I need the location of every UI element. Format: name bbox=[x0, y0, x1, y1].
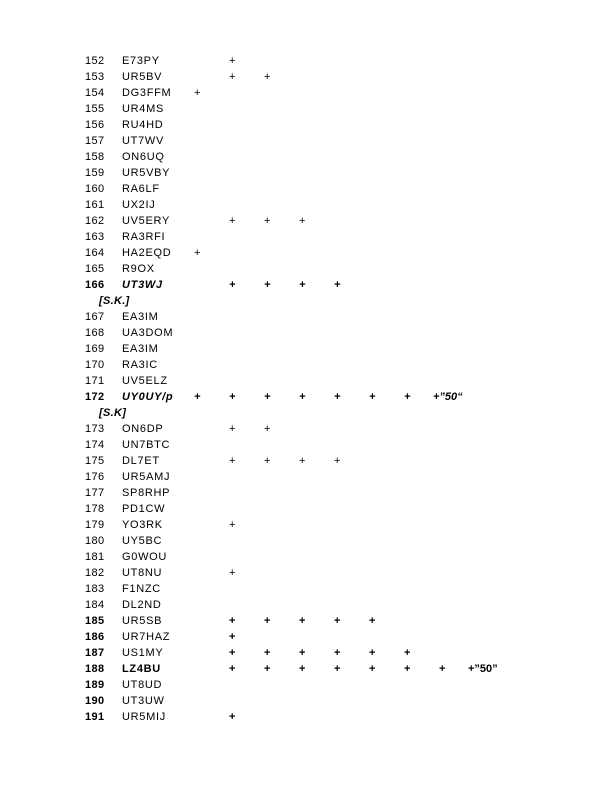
plus-mark: + bbox=[299, 647, 306, 659]
list-row bbox=[0, 279, 611, 295]
plus-mark: + bbox=[264, 391, 271, 403]
row-callsign: R9OX bbox=[122, 263, 155, 275]
plus-mark: + bbox=[334, 663, 341, 675]
row-number: 173 bbox=[85, 423, 105, 435]
anniversary-50-mark: +”50” bbox=[468, 663, 498, 675]
row-callsign: UN7BTC bbox=[122, 439, 171, 451]
silent-key-note: [S.K] bbox=[99, 407, 127, 419]
plus-mark: + bbox=[334, 615, 341, 627]
row-number: 189 bbox=[85, 679, 105, 691]
row-number: 160 bbox=[85, 183, 105, 195]
row-number: 174 bbox=[85, 439, 105, 451]
plus-mark: + bbox=[369, 615, 376, 627]
row-callsign: RA3RFI bbox=[122, 231, 166, 243]
row-number: 185 bbox=[85, 615, 105, 627]
row-callsign: G0WOU bbox=[122, 551, 168, 563]
row-number: 171 bbox=[85, 375, 105, 387]
row-callsign: EA3IM bbox=[122, 311, 159, 323]
plus-mark: + bbox=[299, 391, 306, 403]
plus-mark: + bbox=[229, 455, 236, 467]
list-row bbox=[0, 711, 611, 727]
row-callsign: RA3IC bbox=[122, 359, 158, 371]
list-row bbox=[0, 71, 611, 87]
row-callsign: SP8RHP bbox=[122, 487, 171, 499]
list-row bbox=[0, 391, 611, 407]
row-callsign: UR5BV bbox=[122, 71, 163, 83]
list-row bbox=[0, 327, 611, 343]
row-callsign: UR5AMJ bbox=[122, 471, 171, 483]
row-callsign: ON6UQ bbox=[122, 151, 165, 163]
list-row bbox=[0, 455, 611, 471]
list-row bbox=[0, 503, 611, 519]
list-row bbox=[0, 135, 611, 151]
plus-mark: + bbox=[334, 391, 341, 403]
list-row bbox=[0, 55, 611, 71]
row-callsign: E73PY bbox=[122, 55, 160, 67]
plus-mark: + bbox=[264, 455, 271, 467]
row-number: 186 bbox=[85, 631, 105, 643]
row-number: 177 bbox=[85, 487, 105, 499]
plus-mark: + bbox=[194, 87, 201, 99]
plus-mark: + bbox=[439, 663, 446, 675]
row-callsign: DG3FFM bbox=[122, 87, 172, 99]
row-callsign: RU4HD bbox=[122, 119, 164, 131]
row-number: 188 bbox=[85, 663, 105, 675]
plus-mark: + bbox=[194, 391, 201, 403]
row-callsign: DL7ET bbox=[122, 455, 160, 467]
list-row bbox=[0, 199, 611, 215]
row-number: 180 bbox=[85, 535, 105, 547]
list-row bbox=[0, 631, 611, 647]
row-callsign: EA3IM bbox=[122, 343, 159, 355]
row-number: 170 bbox=[85, 359, 105, 371]
row-number: 183 bbox=[85, 583, 105, 595]
row-number: 158 bbox=[85, 151, 105, 163]
list-row bbox=[0, 343, 611, 359]
list-row bbox=[0, 519, 611, 535]
list-row bbox=[0, 647, 611, 663]
plus-mark: + bbox=[229, 423, 236, 435]
list-row bbox=[0, 423, 611, 439]
row-number: 157 bbox=[85, 135, 105, 147]
row-number: 155 bbox=[85, 103, 105, 115]
plus-mark: + bbox=[404, 391, 411, 403]
plus-mark: + bbox=[229, 279, 236, 291]
row-number: 163 bbox=[85, 231, 105, 243]
list-row bbox=[0, 599, 611, 615]
plus-mark: + bbox=[334, 647, 341, 659]
row-number: 187 bbox=[85, 647, 105, 659]
row-callsign: UT8NU bbox=[122, 567, 163, 579]
plus-mark: + bbox=[264, 647, 271, 659]
plus-mark: + bbox=[229, 663, 236, 675]
row-callsign: ON6DP bbox=[122, 423, 164, 435]
row-callsign: UY0UY/p bbox=[122, 391, 174, 403]
plus-mark: + bbox=[264, 215, 271, 227]
plus-mark: + bbox=[229, 215, 236, 227]
row-number: 190 bbox=[85, 695, 105, 707]
list-row bbox=[0, 359, 611, 375]
row-callsign: UR5MIJ bbox=[122, 711, 166, 723]
plus-mark: + bbox=[404, 647, 411, 659]
row-callsign: LZ4BU bbox=[122, 663, 161, 675]
plus-mark: + bbox=[299, 455, 306, 467]
plus-mark: + bbox=[229, 615, 236, 627]
list-row bbox=[0, 167, 611, 183]
list-row bbox=[0, 439, 611, 455]
plus-mark: + bbox=[229, 567, 236, 579]
row-callsign: UR5SB bbox=[122, 615, 163, 627]
plus-mark: + bbox=[299, 215, 306, 227]
plus-mark: + bbox=[229, 711, 236, 723]
plus-mark: + bbox=[229, 519, 236, 531]
row-callsign: HA2EQD bbox=[122, 247, 172, 259]
row-callsign: UT3UW bbox=[122, 695, 165, 707]
row-number: 153 bbox=[85, 71, 105, 83]
plus-mark: + bbox=[264, 663, 271, 675]
list-row bbox=[0, 679, 611, 695]
row-number: 184 bbox=[85, 599, 105, 611]
row-callsign: UT7WV bbox=[122, 135, 164, 147]
row-number: 162 bbox=[85, 215, 105, 227]
row-number: 159 bbox=[85, 167, 105, 179]
row-callsign: RA6LF bbox=[122, 183, 160, 195]
list-row bbox=[0, 695, 611, 711]
row-number: 176 bbox=[85, 471, 105, 483]
plus-mark: + bbox=[334, 455, 341, 467]
row-callsign: PD1CW bbox=[122, 503, 166, 515]
row-callsign: UR5VBY bbox=[122, 167, 171, 179]
row-callsign: UV5ERY bbox=[122, 215, 171, 227]
row-callsign: UV5ELZ bbox=[122, 375, 168, 387]
list-row bbox=[0, 263, 611, 279]
plus-mark: + bbox=[264, 279, 271, 291]
row-number: 152 bbox=[85, 55, 105, 67]
plus-mark: + bbox=[369, 663, 376, 675]
row-number: 181 bbox=[85, 551, 105, 563]
row-number: 168 bbox=[85, 327, 105, 339]
row-number: 156 bbox=[85, 119, 105, 131]
row-number: 164 bbox=[85, 247, 105, 259]
plus-mark: + bbox=[229, 71, 236, 83]
row-number: 178 bbox=[85, 503, 105, 515]
plus-mark: + bbox=[229, 391, 236, 403]
plus-mark: + bbox=[299, 663, 306, 675]
list-row bbox=[0, 311, 611, 327]
anniversary-50-mark: +”50“ bbox=[433, 391, 463, 403]
list-row bbox=[0, 215, 611, 231]
row-callsign: DL2ND bbox=[122, 599, 162, 611]
plus-mark: + bbox=[264, 71, 271, 83]
silent-key-note: [S.K.] bbox=[99, 295, 130, 307]
list-row bbox=[0, 487, 611, 503]
list-row bbox=[0, 119, 611, 135]
plus-mark: + bbox=[334, 279, 341, 291]
list-row bbox=[0, 247, 611, 263]
list-row bbox=[0, 567, 611, 583]
list-row bbox=[0, 151, 611, 167]
plus-mark: + bbox=[264, 423, 271, 435]
list-row bbox=[0, 87, 611, 103]
plus-mark: + bbox=[369, 647, 376, 659]
row-number: 166 bbox=[85, 279, 105, 291]
list-row bbox=[0, 471, 611, 487]
list-row bbox=[0, 103, 611, 119]
plus-mark: + bbox=[369, 391, 376, 403]
row-callsign: US1MY bbox=[122, 647, 164, 659]
plus-mark: + bbox=[194, 247, 201, 259]
row-number: 172 bbox=[85, 391, 105, 403]
row-callsign: UR7HAZ bbox=[122, 631, 171, 643]
row-callsign: F1NZC bbox=[122, 583, 161, 595]
plus-mark: + bbox=[229, 55, 236, 67]
row-callsign: UX2IJ bbox=[122, 199, 156, 211]
row-callsign: UT8UD bbox=[122, 679, 163, 691]
plus-mark: + bbox=[229, 631, 236, 643]
row-callsign: UY5BC bbox=[122, 535, 163, 547]
plus-mark: + bbox=[404, 663, 411, 675]
row-callsign: UR4MS bbox=[122, 103, 165, 115]
list-row bbox=[0, 183, 611, 199]
row-number: 191 bbox=[85, 711, 105, 723]
row-number: 179 bbox=[85, 519, 105, 531]
list-row bbox=[0, 663, 611, 679]
list-row bbox=[0, 375, 611, 391]
plus-mark: + bbox=[299, 615, 306, 627]
list-row bbox=[0, 231, 611, 247]
row-number: 175 bbox=[85, 455, 105, 467]
plus-mark: + bbox=[299, 279, 306, 291]
plus-mark: + bbox=[229, 647, 236, 659]
plus-mark: + bbox=[264, 615, 271, 627]
row-number: 161 bbox=[85, 199, 105, 211]
row-number: 182 bbox=[85, 567, 105, 579]
list-row bbox=[0, 535, 611, 551]
list-row bbox=[0, 615, 611, 631]
row-callsign: UT3WJ bbox=[122, 279, 163, 291]
row-callsign: YO3RK bbox=[122, 519, 163, 531]
row-number: 165 bbox=[85, 263, 105, 275]
list-row bbox=[0, 583, 611, 599]
row-number: 169 bbox=[85, 343, 105, 355]
row-callsign: UA3DOM bbox=[122, 327, 174, 339]
row-number: 167 bbox=[85, 311, 105, 323]
list-row bbox=[0, 551, 611, 567]
row-number: 154 bbox=[85, 87, 105, 99]
